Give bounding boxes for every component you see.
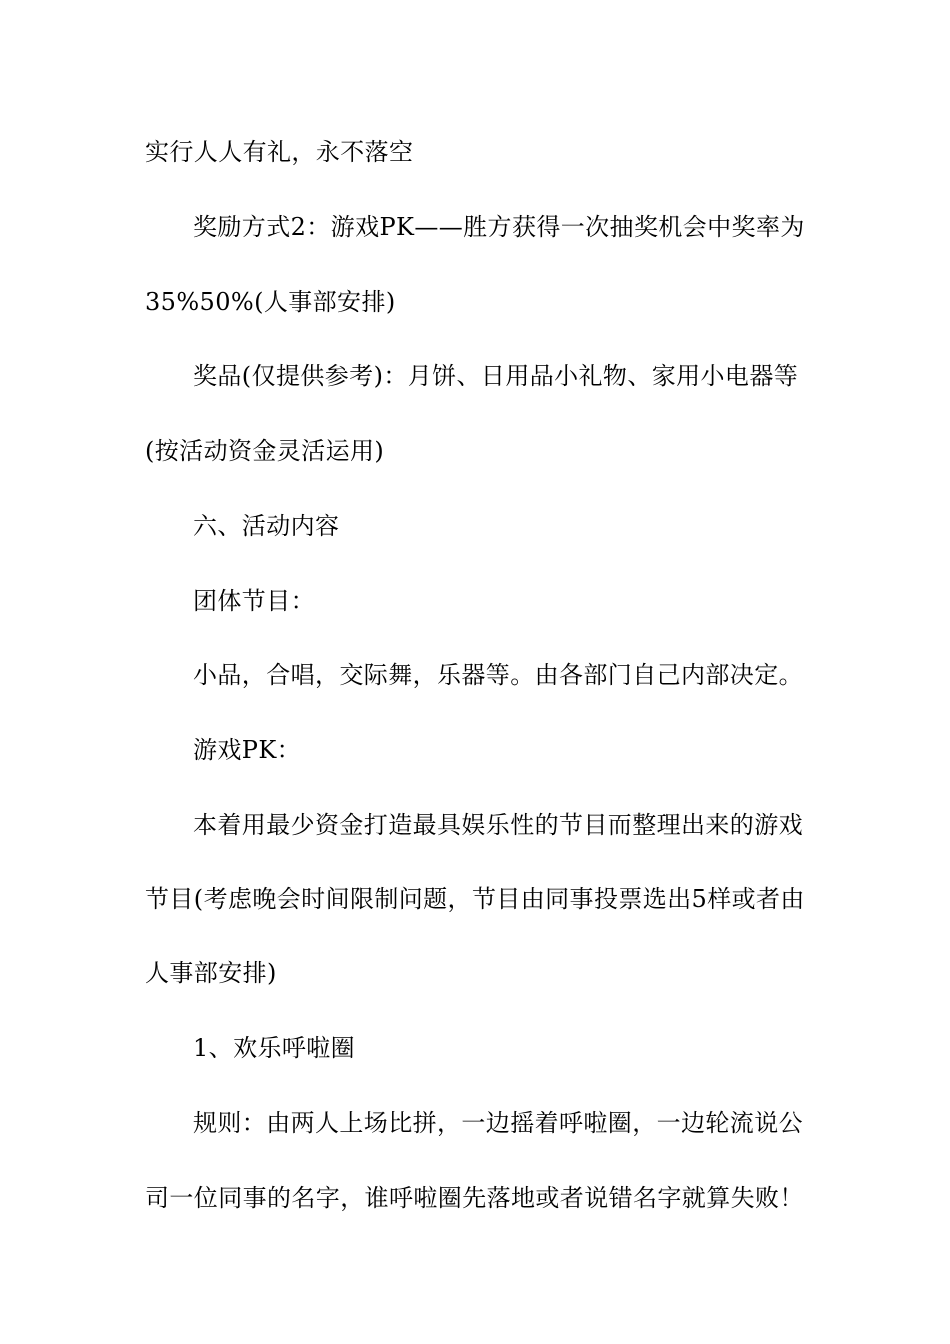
section-heading: 六、活动内容 [193,512,340,540]
paragraph-line: 人事部安排) [145,959,277,987]
list-item-heading: 1、欢乐呼啦圈 [193,1034,356,1062]
paragraph-line: 35%50%(人事部安排) [145,288,396,316]
paragraph-line: 实行人人有礼，永不落空 [145,138,414,166]
paragraph-line: 本着用最少资金打造最具娱乐性的节目而整理出来的游戏 [193,811,803,839]
paragraph-line: 奖品(仅提供参考)：月饼、日用品小礼物、家用小电器等 [193,362,799,390]
paragraph-line: 小品，合唱，交际舞，乐器等。由各部门自己内部决定。 [193,661,803,689]
subsection-heading: 游戏PK： [193,736,302,764]
paragraph-line: (按活动资金灵活运用) [145,437,385,465]
paragraph-line: 奖励方式2：游戏PK——胜方获得一次抽奖机会中奖率为 [193,213,805,241]
paragraph-line: 司一位同事的名字，谁呼啦圈先落地或者说错名字就算失败！ [145,1184,804,1212]
paragraph-line: 节目(考虑晚会时间限制问题，节目由同事投票选出5样或者由 [145,885,805,913]
paragraph-line: 规则：由两人上场比拼，一边摇着呼啦圈，一边轮流说公 [193,1109,803,1137]
subsection-heading: 团体节目： [193,587,315,615]
